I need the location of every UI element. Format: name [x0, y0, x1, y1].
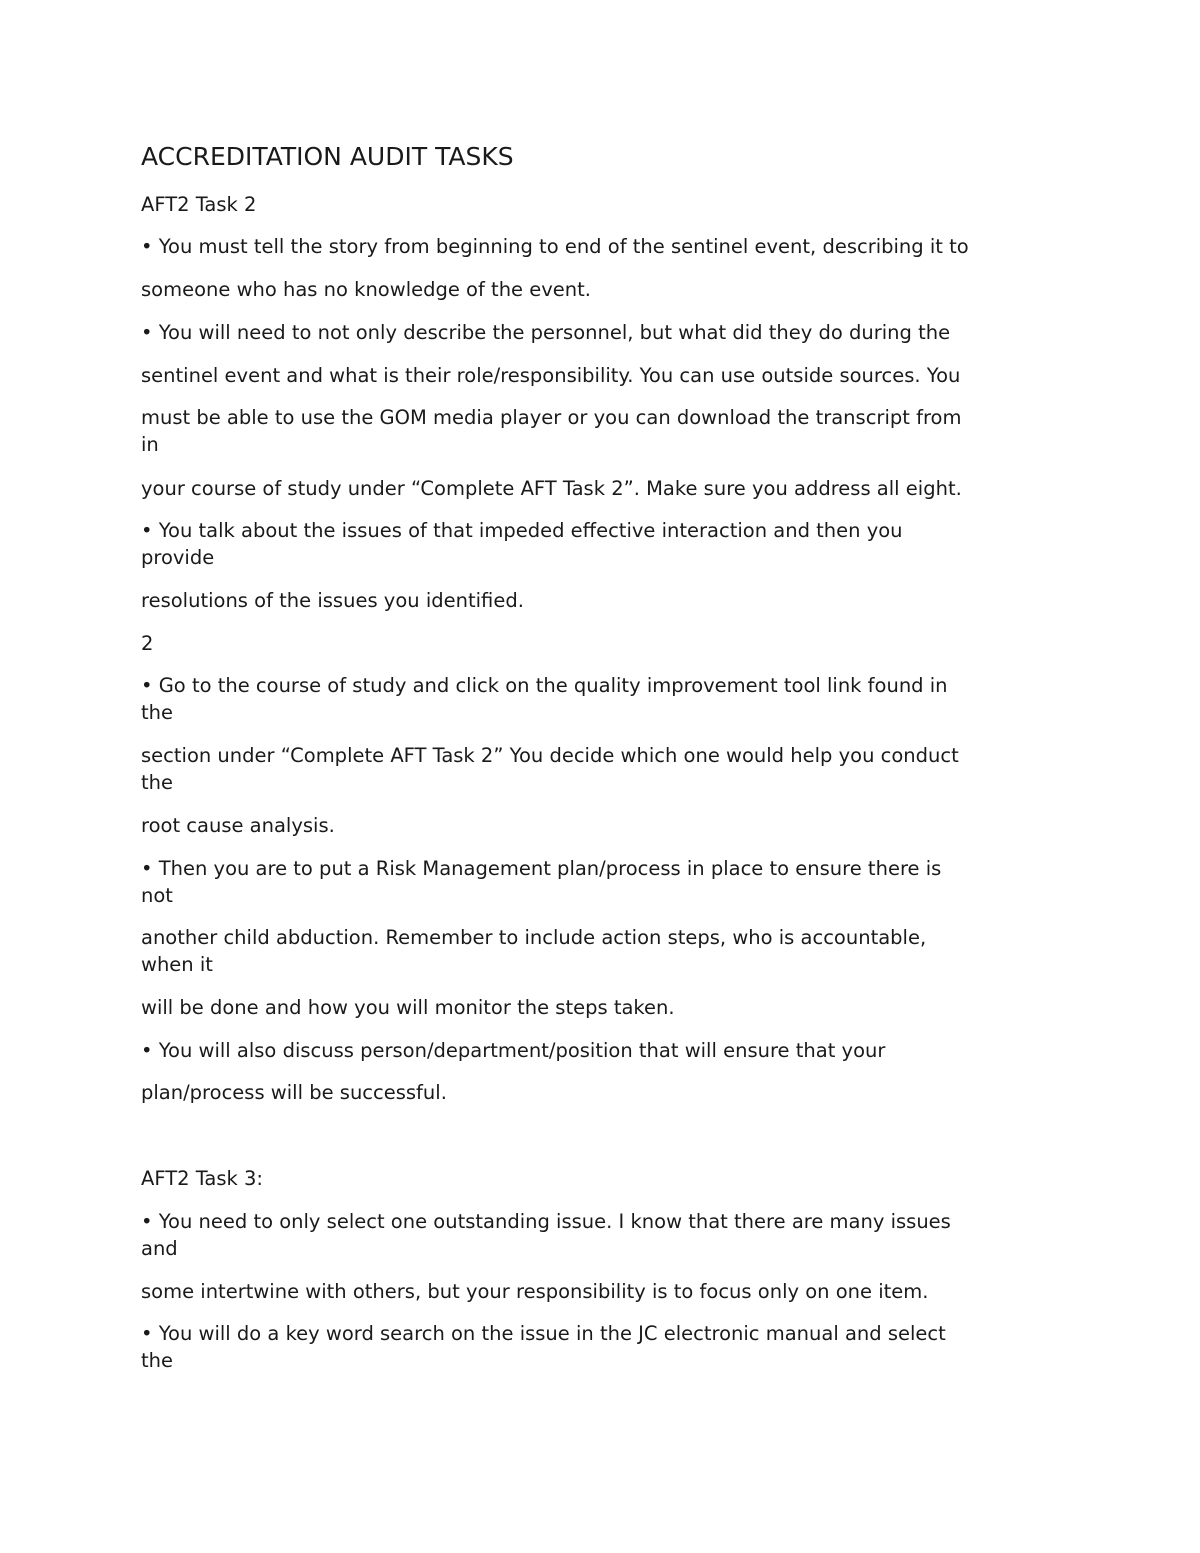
text-line: the: [141, 701, 174, 724]
text-line: • Go to the course of study and click on the quality improvement tool link found in: [141, 674, 948, 697]
text-line: when it: [141, 953, 213, 976]
text-line: • Then you are to put a Risk Management plan/process in place to ensure there is: [141, 857, 942, 880]
text-line: your course of study under “Complete AFT Task 2”. Make sure you address all eight.: [141, 477, 962, 500]
text-line: section under “Complete AFT Task 2” You decide which one would help you conduct: [141, 744, 959, 767]
text-line: • You will also discuss person/department/position that will ensure that your: [141, 1039, 886, 1062]
section-heading-task-2: AFT2 Task 2: [141, 193, 257, 216]
page-number: 2: [141, 632, 154, 655]
text-line: must be able to use the GOM media player or you can download the transcript from: [141, 406, 962, 429]
section-heading-task-3: AFT2 Task 3:: [141, 1167, 263, 1190]
text-line: someone who has no knowledge of the event.: [141, 278, 591, 301]
text-line: will be done and how you will monitor the steps taken.: [141, 996, 675, 1019]
text-line: • You will do a key word search on the issue in the JC electronic manual and select: [141, 1322, 946, 1345]
text-line: and: [141, 1237, 178, 1260]
text-line: provide: [141, 546, 215, 569]
text-line: • You will need to not only describe the personnel, but what did they do during the: [141, 321, 951, 344]
document-title: ACCREDITATION AUDIT TASKS: [141, 142, 514, 171]
text-line: sentinel event and what is their role/responsibility. You can use outside sources. You: [141, 364, 961, 387]
text-line: • You need to only select one outstanding issue. I know that there are many issues: [141, 1210, 951, 1233]
text-line: in: [141, 433, 159, 456]
text-line: • You talk about the issues of that impeded effective interaction and then you: [141, 519, 903, 542]
text-line: the: [141, 1349, 174, 1372]
text-line: resolutions of the issues you identified.: [141, 589, 524, 612]
text-line: root cause analysis.: [141, 814, 335, 837]
text-line: another child abduction. Remember to include action steps, who is accountable,: [141, 926, 927, 949]
text-line: plan/process will be successful.: [141, 1081, 447, 1104]
text-line: • You must tell the story from beginning to end of the sentinel event, describing it to: [141, 235, 969, 258]
text-line: not: [141, 884, 173, 907]
text-line: some intertwine with others, but your responsibility is to focus only on one item.: [141, 1280, 929, 1303]
text-line: the: [141, 771, 174, 794]
